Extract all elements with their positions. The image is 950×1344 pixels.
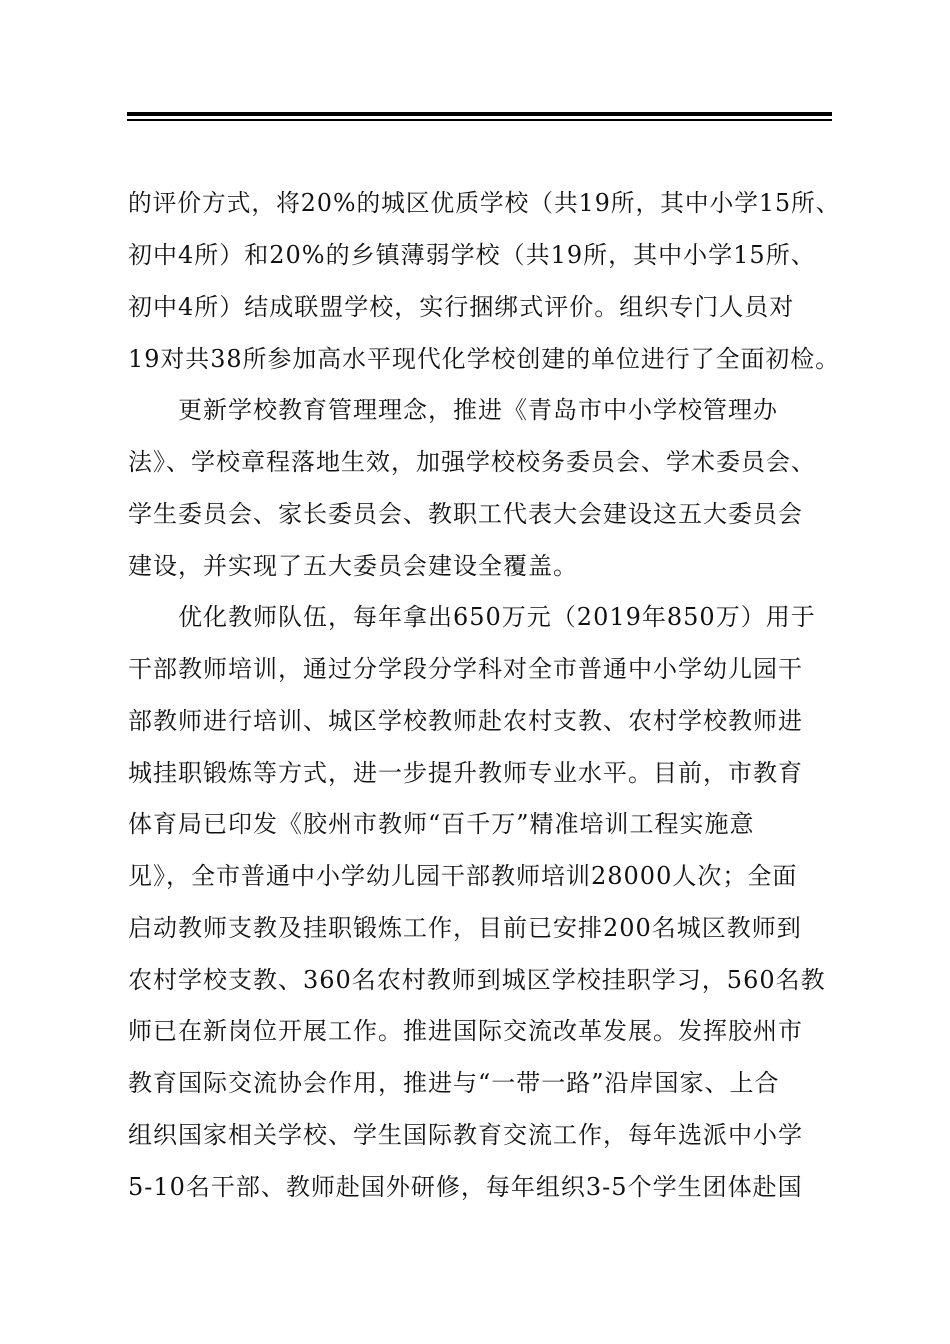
text-line: 的评价方式，将20%的城区优质学校（共19所，其中小学15所、 xyxy=(128,189,841,217)
text-line: 5-10名干部、教师赴国外研修，每年组织3-5个学生团体赴国 xyxy=(128,1173,803,1201)
paragraph-start-line: 优化教师队伍，每年拿出650万元（2019年850万）用于 xyxy=(178,603,816,631)
text-line: 初中4所）和20%的乡镇薄弱学校（共19所，其中小学15所、 xyxy=(128,241,816,269)
text-line: 部教师进行培训、城区学校教师赴农村支教、农村学校教师进 xyxy=(128,707,803,735)
paragraph-start-line: 更新学校教育管理理念，推进《青岛市中小学校管理办 xyxy=(178,396,778,424)
text-line: 城挂职锻炼等方式，进一步提升教师专业水平。目前，市教育 xyxy=(128,759,803,787)
text-line: 师已在新岗位开展工作。推进国际交流改革发展。发挥胶州市 xyxy=(128,1017,803,1045)
text-line: 见》，全市普通中小学幼儿园干部教师培训28000人次；全面 xyxy=(128,862,798,890)
text-line: 法》、学校章程落地生效，加强学校校务委员会、学术委员会、 xyxy=(128,448,816,476)
text-line: 干部教师培训，通过分学段分学科对全市普通中小学幼儿园干 xyxy=(128,655,803,683)
text-line: 农村学校支教、360名农村教师到城区学校挂职学习，560名教 xyxy=(128,966,826,994)
text-line: 体育局已印发《胶州市教师“百千万”精准培训工程实施意 xyxy=(128,810,755,838)
header-rule-thin xyxy=(127,119,832,121)
text-line: 启动教师支教及挂职锻炼工作，目前已安排200名城区教师到 xyxy=(128,914,802,942)
text-line: 建设，并实现了五大委员会建设全覆盖。 xyxy=(128,552,578,580)
header-rule-thick xyxy=(127,112,832,116)
text-line: 组织国家相关学校、学生国际教育交流工作，每年选派中小学 xyxy=(128,1121,803,1149)
text-line: 学生委员会、家长委员会、教职工代表大会建设这五大委员会 xyxy=(128,500,803,528)
text-line: 初中4所）结成联盟学校，实行捆绑式评价。组织专门人员对 xyxy=(128,293,795,321)
text-line: 19对共38所参加高水平现代化学校创建的单位进行了全面初检。 xyxy=(128,345,841,373)
text-line: 教育国际交流协会作用，推进与“一带一路”沿岸国家、上合 xyxy=(128,1069,780,1097)
